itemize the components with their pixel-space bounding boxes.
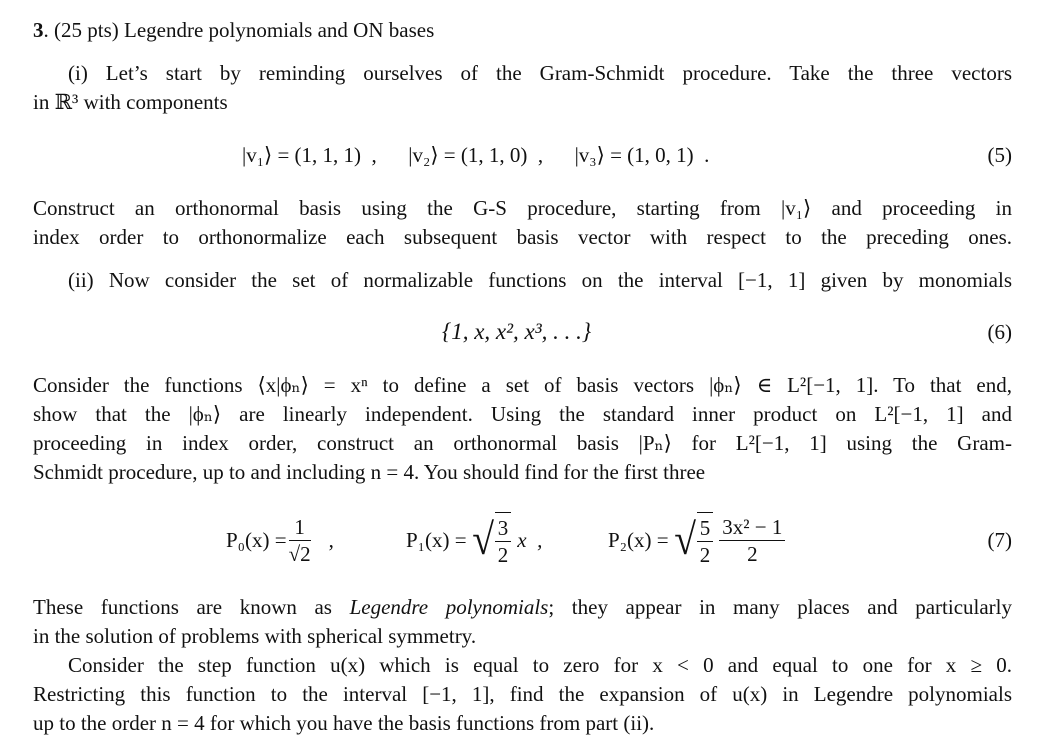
p0-fraction	[289, 514, 311, 567]
p2-sqrt	[673, 512, 714, 568]
part-i-line-2: in ℝ³ with components	[33, 90, 228, 114]
p1-numerator: 3	[495, 515, 512, 542]
p2-lhs: P₂(x) =	[608, 527, 669, 552]
equation-5-content: |v₁⟩ = (1, 1, 1) , |v₂⟩ = (1, 1, 0) , |v₃⟩ = (1, 0, 1) .	[242, 143, 710, 167]
equation-7-number: (7)	[987, 527, 1012, 552]
legendre-p0	[226, 508, 334, 572]
gs-paragraph-line-2: index order to orthonormalize each subsequent basis vector with respect to the preceding ones.	[33, 225, 1012, 249]
p0-numerator: 1	[289, 514, 311, 541]
equation-7	[0, 508, 1054, 572]
step-paragraph-line-1: Consider the step function u(x) which is equal to zero for x < 0 and equal to one for x ≥ 0.	[68, 653, 1012, 677]
gs-paragraph-line-1: Construct an orthonormal basis using the G-S procedure, starting from |v₁⟩ and proceeding in	[33, 196, 1012, 220]
equation-6-number: (6)	[987, 320, 1012, 344]
legendre-line-1-post: ; they appear in many places and particularly	[548, 595, 1013, 619]
legendre-line-1-pre: These functions are known as	[33, 595, 350, 619]
problem-title: . (25 pts) Legendre polynomials and ON bases	[43, 18, 435, 42]
equation-5-number: (5)	[987, 143, 1012, 167]
problem-number: 3	[33, 18, 44, 42]
p2-numerator: 5	[697, 515, 714, 542]
legendre-p2	[608, 508, 787, 572]
p2-fraction-denominator: 2	[747, 541, 758, 566]
p1-lhs: P₁(x) =	[406, 527, 467, 552]
p2-fraction-numerator: 3x² − 1	[719, 514, 785, 541]
p1-denominator: 2	[497, 543, 509, 567]
radical-icon: √	[673, 515, 696, 564]
basis-paragraph-line-2: show that the |ϕₙ⟩ are linearly independent. Using the standard inner product on L²[−1, 1] and	[33, 402, 1012, 426]
p2-fraction	[719, 514, 785, 567]
step-paragraph-line-2: Restricting this function to the interval [−1, 1], find the expansion of u(x) in Legendre polynomials	[33, 682, 1012, 706]
legendre-polynomials-term: Legendre polynomials	[349, 595, 549, 619]
basis-paragraph-line-3: proceeding in index order, construct an orthonormal basis |Pₙ⟩ for L²[−1, 1] using the Gram-	[33, 431, 1012, 455]
p1-tail: x ,	[517, 527, 543, 552]
p1-sqrt	[471, 512, 512, 568]
legendre-paragraph-line-1	[33, 593, 1012, 622]
step-paragraph-line-3: up to the order n = 4 for which you have the basis functions from part (ii).	[33, 711, 655, 735]
basis-paragraph-line-4: Schmidt procedure, up to and including n = 4. You should find for the first three	[33, 460, 706, 484]
part-ii-line-1: (ii) Now consider the set of normalizable functions on the interval [−1, 1] given by monomials	[68, 268, 1012, 292]
p0-lhs: P₀(x) =	[226, 527, 287, 552]
p0-denominator: √2	[288, 541, 311, 566]
legendre-paragraph-line-2: in the solution of problems with spherical symmetry.	[33, 624, 477, 648]
legendre-p1	[406, 508, 542, 572]
part-i-line-1: (i) Let’s start by reminding ourselves of the Gram-Schmidt procedure. Take the three vectors	[68, 61, 1012, 85]
problem-heading	[33, 16, 434, 45]
equation-6-content: {1, x, x², x³, . . .}	[442, 319, 592, 344]
p2-denominator: 2	[699, 543, 711, 567]
p0-separator: ,	[328, 527, 334, 552]
radical-icon: √	[471, 515, 494, 564]
basis-paragraph-line-1: Consider the functions ⟨x|ϕₙ⟩ = xⁿ to define a set of basis vectors |ϕₙ⟩ ∈ L²[−1, 1]. To that end,	[33, 373, 1012, 397]
